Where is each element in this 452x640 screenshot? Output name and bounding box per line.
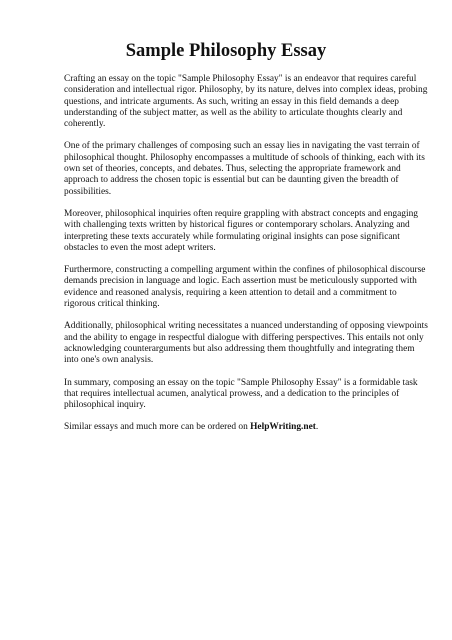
promo-period: .: [315, 422, 319, 433]
paragraph-5: Additionally, philosophical writing necessitates a nuanced understanding of opposing viewpoints and the ability to engage in respectful dialogue with differing perspectives. This entails not only acknowledging counterarguments but also addressing them thoughtfully and integrating them into one's own analysis.: [64, 321, 428, 366]
essay-body: [64, 74, 430, 434]
paragraph-6: In summary, composing an essay on the topic "Sample Philosophy Essay" is a formidable task that requires intellectual acumen, analytical prowess, and a dedication to the principles of philosophical inquiry.: [64, 377, 418, 411]
promo-line: [64, 422, 430, 433]
promo-link[interactable]: HelpWriting.net: [250, 422, 316, 433]
paragraph-1: Crafting an essay on the topic "Sample Philosophy Essay" is an endeavor that requires careful consideration and intellectual rigor. Philosophy, by its nature, delves into complex ideas, probing questions, and intricate arguments. As such, writing an essay in this field demands a deep understanding of the subject matter, as well as the ability to articulate thoughts clearly and coherently.: [64, 74, 428, 130]
promo-text: Similar essays and much more can be ordered on: [64, 422, 251, 433]
page-title: Sample Philosophy Essay: [125, 41, 327, 61]
paragraph-2: One of the primary challenges of composing such an essay lies in navigating the vast terrain of philosophical thought. Philosophy encompasses a multitude of schools of thinking, each with its own set of theories, concepts, and debates. Thus, selecting the appropriate framework and approach to address the chosen topic is essential but can be daunting given the breadth of possibilities.: [64, 141, 425, 197]
paragraph-4: Furthermore, constructing a compelling argument within the confines of philosophical discourse demands precision in language and logic. Each assertion must be meticulously supported with evidence and reasoned analysis, requiring a keen attention to detail and a commitment to rigorous critical thinking.: [64, 265, 426, 310]
paragraph-3: Moreover, philosophical inquiries often require grappling with abstract concepts and engaging with challenging texts written by historical figures or contemporary scholars. Analyzing and interpreting these texts accurately while formulating original insights can pose significant obstacles to even the most adept writers.: [64, 208, 418, 253]
